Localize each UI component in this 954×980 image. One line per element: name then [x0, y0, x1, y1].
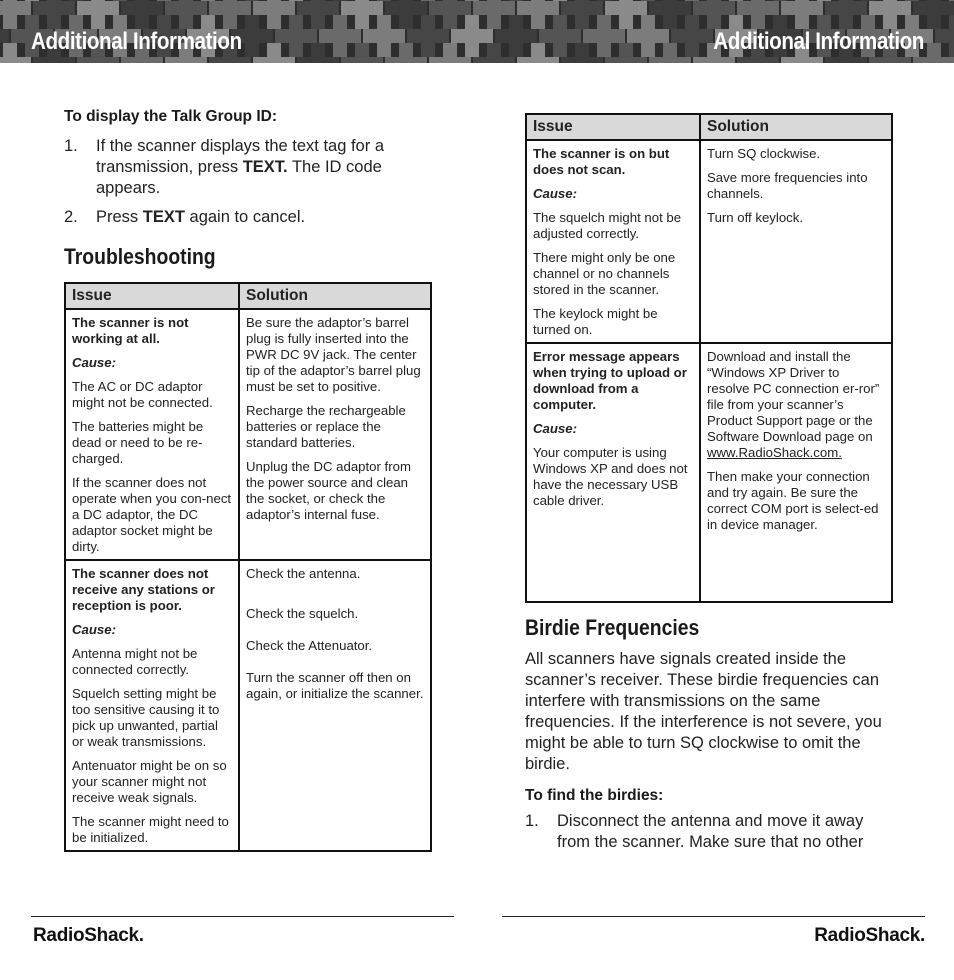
birdie-paragraph: All scanners have signals created inside the scanner’s receiver. These birdie frequencies can interfere with transmissions on the same frequencies. If the interference is not severe, you might be able to turn SQ clockwise to omit the birdie.	[525, 650, 882, 773]
column-header-issue: Issue	[65, 283, 239, 309]
table-row	[526, 343, 892, 602]
talk-group-step: 2. Press TEXT again to cancel.	[64, 208, 306, 226]
birdie-heading: Birdie Frequencies	[525, 615, 700, 640]
column-header-issue: Issue	[526, 114, 700, 140]
column-header-solution: Solution	[700, 114, 892, 140]
solution-cell: Download and install the “Windows XP Driver to resolve PC connection er-ror” file from your scanner’s Product Support page or the Software Download page on www.RadioShack.com. Then make your connection and try again. Be sure the correct COM port is select-ed in device manager.	[700, 343, 892, 602]
solution-cell: Turn SQ clockwise. Save more frequencies into channels. Turn off keylock.	[700, 140, 892, 343]
table-row	[526, 140, 892, 343]
troubleshooting-table-right	[525, 113, 893, 603]
column-header-solution: Solution	[239, 283, 431, 309]
radioshack-logo-left: RadioShack.	[33, 925, 144, 946]
page-title-right: Additional Information	[713, 28, 924, 55]
solution-cell: Check the antenna. Check the squelch. Check the Attenuator. Turn the scanner off then on again, or initialize the scanner.	[239, 560, 431, 851]
table-row	[65, 309, 431, 560]
issue-cell: The scanner does not receive any stations or reception is poor. Cause: Antenna might not be connected correctly. Squelch setting might be too sensitive causing it to pick up unwanted, partial or weak transmissions. Antenuator might be on so your scanner might not receive weak signals. The scanner might need to be initialized.	[65, 560, 239, 851]
talk-group-heading: To display the Talk Group ID:	[64, 108, 277, 125]
radioshack-logo-right: RadioShack.	[814, 925, 925, 946]
page-title-left: Additional Information	[31, 28, 242, 55]
troubleshooting-table-left	[64, 282, 432, 852]
footer-rule-right	[502, 916, 925, 917]
right-column	[525, 113, 891, 861]
table-row	[65, 560, 431, 851]
find-birdies-heading: To find the birdies:	[525, 787, 664, 804]
talk-group-step: 1. If the scanner displays the text tag for a transmission, press TEXT. The ID code appears.	[64, 137, 384, 197]
troubleshooting-heading: Troubleshooting	[64, 244, 216, 269]
left-column	[64, 108, 430, 852]
find-birdies-step: 1. Disconnect the antenna and move it away from the scanner. Make sure that no other	[525, 812, 864, 851]
issue-cell: The scanner is not working at all. Cause: The AC or DC adaptor might not be connected. The batteries might be dead or need to be re-charged. If the scanner does not operate when you con-nect a DC adaptor, the DC adaptor socket might be dirty.	[65, 309, 239, 560]
header-banner	[0, 0, 954, 63]
footer-rule-left	[31, 916, 454, 917]
issue-cell: The scanner is on but does not scan. Cause: The squelch might not be adjusted correctly. There might only be one channel or no channels stored in the scanner. The keylock might be turned on.	[526, 140, 700, 343]
issue-cell: Error message appears when trying to upload or download from a computer. Cause: Your computer is using Windows XP and does not have the necessary USB cable driver.	[526, 343, 700, 602]
radioshack-link[interactable]: www.RadioShack.com.	[707, 445, 842, 460]
solution-cell: Be sure the adaptor’s barrel plug is fully inserted into the PWR DC 9V jack. The center tip of the adaptor’s barrel plug must be set to positive. Recharge the rechargeable batteries or replace the standard batteries. Unplug the DC adaptor from the power source and clean the socket, or check the adaptor’s internal fuse.	[239, 309, 431, 560]
